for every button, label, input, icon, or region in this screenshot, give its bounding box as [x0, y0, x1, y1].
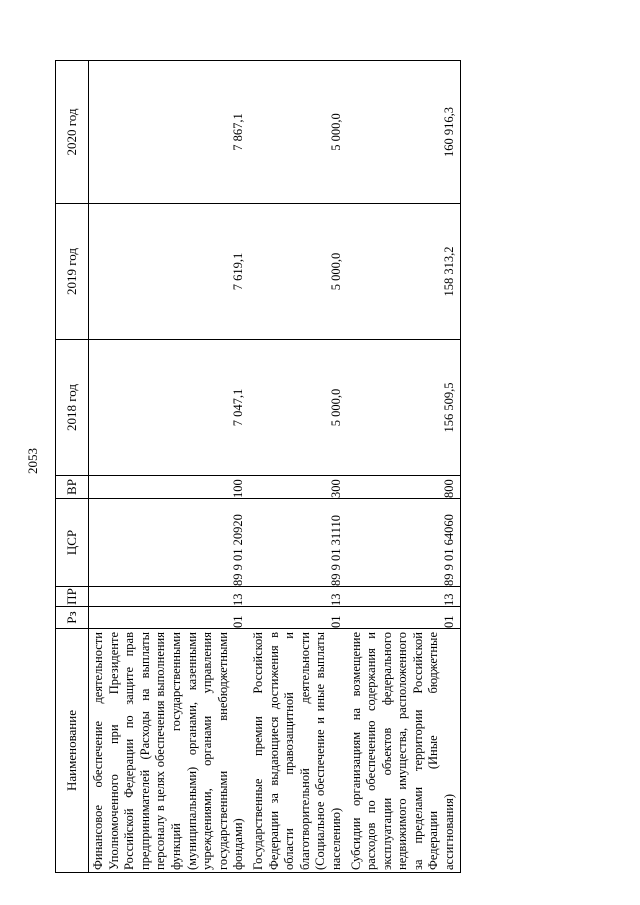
row-pr: 13: [347, 587, 461, 607]
header-rz: Рз: [56, 607, 89, 629]
page-number-text: 2053: [25, 448, 40, 474]
row-2020: 5 000,0: [249, 61, 347, 204]
row-pr: 13: [249, 587, 347, 607]
table-row: [249, 61, 347, 873]
budget-table: [55, 60, 461, 873]
row-vr: 800: [347, 476, 461, 499]
row-vr: 300: [249, 476, 347, 499]
row-2019: 5 000,0: [249, 204, 347, 340]
row-name: Государственные премии Российской Федерации за выдающиеся достижения в области правозащитной и благотворительной деятельности (Социальное обеспечение и иные выплаты населению): [249, 629, 347, 873]
row-csr: 89 9 01 31110: [249, 499, 347, 587]
row-csr: 89 9 01 64060: [347, 499, 461, 587]
row-rz: 01: [347, 607, 461, 629]
header-pr: ПР: [56, 587, 89, 607]
header-csr: ЦСР: [56, 499, 89, 587]
row-2018: 7 047,1: [89, 340, 249, 476]
row-rz: 01: [249, 607, 347, 629]
header-row: [56, 61, 89, 873]
table-row: [89, 61, 249, 873]
budget-table-rotated: [55, 61, 587, 873]
page-number: [23, 441, 43, 481]
header-2020: 2020 год: [56, 61, 89, 204]
row-vr: 100: [89, 476, 249, 499]
header-2019: 2019 год: [56, 204, 89, 340]
row-2019: 158 313,2: [347, 204, 461, 340]
row-2018: 5 000,0: [249, 340, 347, 476]
row-name: Субсидии организациям на возмещение расходов по обеспечению содержания и эксплуатации объектов федерального недвижимого имущества, расположенного за пределами территории Российской Федерации (Иные бюджетные ассигнования): [347, 629, 461, 873]
header-2018: 2018 год: [56, 340, 89, 476]
row-pr: 13: [89, 587, 249, 607]
row-2018: 156 509,5: [347, 340, 461, 476]
row-2020: 160 916,3: [347, 61, 461, 204]
row-rz: 01: [89, 607, 249, 629]
table-row: [347, 61, 461, 873]
row-2019: 7 619,1: [89, 204, 249, 340]
row-csr: 89 9 01 20920: [89, 499, 249, 587]
row-name: Финансовое обеспечение деятельности Уполномоченного при Президенте Российской Федерации по защите прав предпринимателей (Расходы на выплаты персоналу в целях обеспечения выполнения функций государственными (муниципальными) органами, казенными учреждениями, органами управления государственными внебюджетными фондами): [89, 629, 249, 873]
row-2020: 7 867,1: [89, 61, 249, 204]
header-name: Наименование: [56, 629, 89, 873]
header-vr: ВР: [56, 476, 89, 499]
